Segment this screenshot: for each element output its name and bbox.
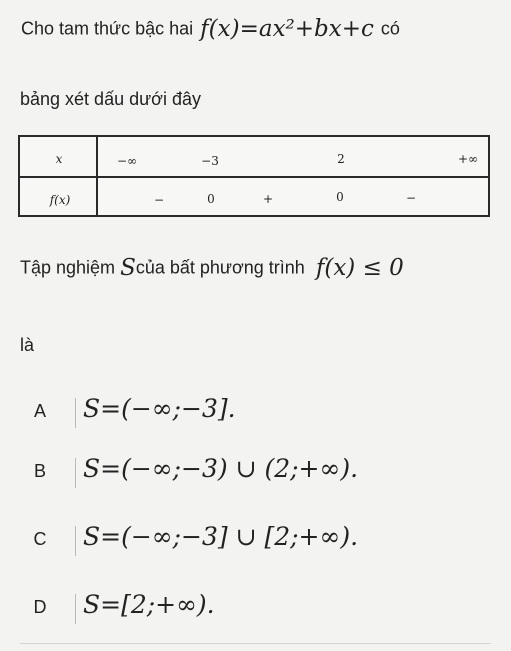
option-expression: S=(−∞;−3) ∪ (2;+∞).	[83, 454, 359, 483]
x-value-root-1: −3	[201, 154, 219, 168]
option-letter: C	[33, 529, 47, 549]
intro-line-2: bảng xét dấu dưới đây	[20, 89, 201, 109]
sign-zero-left: 0	[207, 192, 215, 206]
table-row-divider	[20, 176, 488, 178]
option-divider	[75, 398, 76, 428]
option-expression: S=(−∞;−3].	[83, 394, 236, 423]
question-text-2: của bất phương trình	[135, 257, 305, 278]
option-divider	[75, 594, 76, 624]
quadratic-function: f(x)=ax²+bx+c	[200, 16, 374, 42]
row-label-fx: f(x)	[49, 193, 71, 207]
intro-text: Cho tam thức bậc hai	[21, 18, 194, 39]
intro-line-1	[21, 16, 400, 42]
table-column-divider	[96, 137, 98, 215]
question-line-1	[20, 255, 404, 281]
sign-table	[18, 135, 490, 217]
option-divider	[75, 458, 76, 488]
x-value-pos-infinity: +∞	[457, 152, 479, 166]
option-c[interactable]	[30, 520, 490, 560]
solution-set-symbol: S	[120, 255, 136, 281]
option-b[interactable]	[30, 452, 490, 492]
x-value-root-2: 2	[337, 152, 345, 166]
option-letter: B	[33, 461, 46, 481]
intro-end-text: có	[380, 18, 400, 39]
sign-minus-left: −	[153, 193, 165, 207]
sign-minus-right: −	[405, 191, 417, 205]
question-line-2: là	[20, 335, 35, 355]
sign-plus-middle: +	[262, 192, 274, 206]
inequality: f(x) ≤ 0	[315, 255, 404, 281]
x-value-neg-infinity: −∞	[116, 154, 138, 168]
question-text: Tập nghiệm	[20, 257, 116, 278]
option-expression: S=(−∞;−3] ∪ [2;+∞).	[83, 522, 359, 551]
bottom-divider	[20, 643, 491, 644]
row-label-x: x	[55, 152, 63, 166]
option-letter: D	[33, 597, 47, 617]
option-divider	[75, 526, 76, 556]
option-expression: S=[2;+∞).	[83, 590, 215, 619]
sign-zero-right: 0	[336, 190, 344, 204]
option-a[interactable]	[30, 392, 490, 432]
option-d[interactable]	[30, 588, 490, 628]
option-letter: A	[33, 401, 46, 421]
